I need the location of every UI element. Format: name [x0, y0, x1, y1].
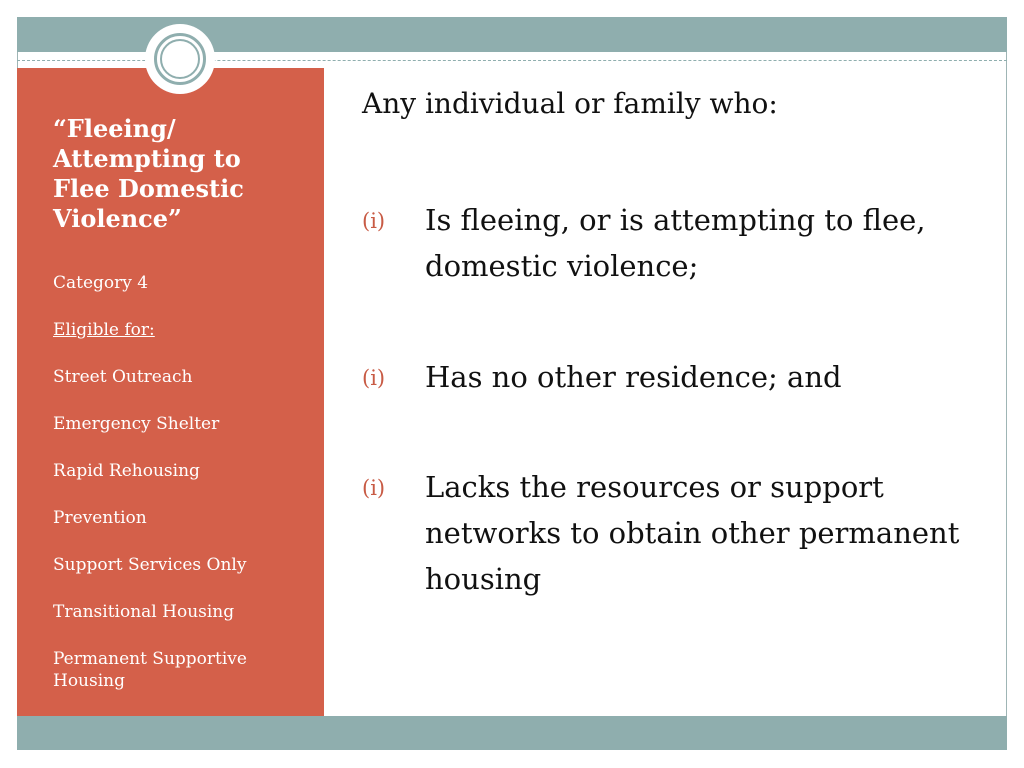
program-emergency-shelter: Emergency Shelter — [53, 414, 220, 434]
item-text: Has no other residence; and — [425, 360, 842, 394]
program-transitional-housing: Transitional Housing — [53, 602, 235, 622]
category-label: Category 4 — [53, 273, 149, 293]
item-text: Is fleeing, or is attempting to flee, domestic violence; — [425, 203, 926, 283]
item-marker: (i) — [362, 209, 386, 233]
program-street-outreach: Street Outreach — [53, 367, 193, 387]
program-prevention: Prevention — [53, 508, 147, 528]
decorative-ring-inner — [160, 39, 200, 79]
item-text: Lacks the resources or support networks to obtain other permanent housing — [425, 470, 960, 596]
program-support-services-only: Support Services Only — [53, 555, 247, 575]
program-permanent-supportive-housing: Permanent Supportive Housing — [53, 649, 247, 691]
sidebar-list — [53, 272, 315, 717]
item-marker: (i) — [362, 476, 386, 500]
eligible-for-heading: Eligible for: — [53, 320, 155, 340]
item-marker: (i) — [362, 366, 386, 390]
bottom-band — [17, 716, 1007, 750]
content-intro: Any individual or family who: — [362, 87, 778, 120]
sidebar-title: “Fleeing/ Attempting to Flee Domestic Violence” — [53, 114, 244, 233]
program-rapid-rehousing: Rapid Rehousing — [53, 461, 200, 481]
